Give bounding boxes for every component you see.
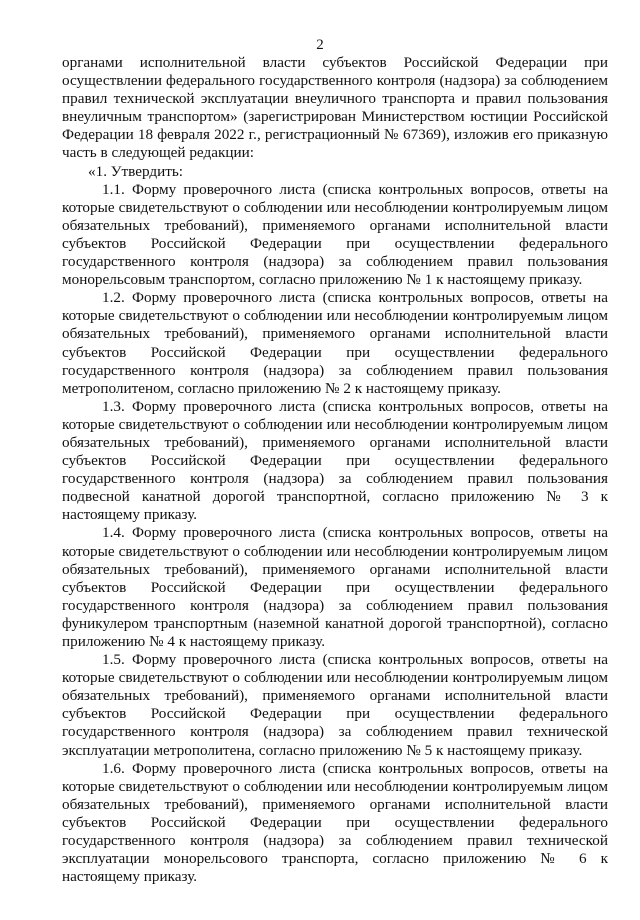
item-1-5: 1.5. Форму проверочного листа (списка контрольных вопросов, ответы на которые свидетельствуют о соблюдении или несоблюдении контролируемым лицом обязательных требований), применяемого органами исполнительной власти субъектов Российской Федерации при осуществлении федерального государственного контроля (надзора) за соблюдением правил технической эксплуатации метрополитена, согласно приложению № 5 к настоящему приказу. [62,651,608,759]
document-body [62,54,608,886]
page-number: 2 [316,37,324,53]
approve-line: «1. Утвердить: [88,162,184,180]
intro-paragraph: органами исполнительной власти субъектов Российской Федерации при осуществлении федерального государственного контроля (надзора) за соблюдением правил технической эксплуатации внеуличного транспорта и правил пользования внеуличным транспортом» (зарегистрирован Министерством юстиции Российской Федерации 18 февраля 2022 г., регистрационный № 67369), изложив его приказную часть в следующей редакции: [62,54,608,162]
item-1-3: 1.3. Форму проверочного листа (списка контрольных вопросов, ответы на которые свидетельствуют о соблюдении или несоблюдении контролируемым лицом обязательных требований), применяемого органами исполнительной власти субъектов Российской Федерации при осуществлении федерального государственного контроля (надзора) за соблюдением правил пользования подвесной канатной дорогой транспортной, согласно приложению № 3 к настоящему приказу. [62,397,608,524]
item-1-4: 1.4. Форму проверочного листа (списка контрольных вопросов, ответы на которые свидетельствуют о соблюдении или несоблюдении контролируемым лицом обязательных требований), применяемого органами исполнительной власти субъектов Российской Федерации при осуществлении федерального государственного контроля (надзора) за соблюдением правил пользования фуникулером транспортным (наземной канатной дорогой транспортной), согласно приложению № 4 к настоящему приказу. [62,524,608,650]
item-1-2: 1.2. Форму проверочного листа (списка контрольных вопросов, ответы на которые свидетельствуют о соблюдении или несоблюдении контролируемым лицом обязательных требований), применяемого органами исполнительной власти субъектов Российской Федерации при осуществлении федерального государственного контроля (надзора) за соблюдением правил пользования метрополитеном, согласно приложению № 2 к настоящему приказу. [62,289,608,397]
item-1-6: 1.6. Форму проверочного листа (списка контрольных вопросов, ответы на которые свидетельствуют о соблюдении или несоблюдении контролируемым лицом обязательных требований), применяемого органами исполнительной власти субъектов Российской Федерации при осуществлении федерального государственного контроля (надзора) за соблюдением правил технической эксплуатации монорельсового транспорта, согласно приложению № 6 к настоящему приказу. [62,759,608,886]
item-1-1: 1.1. Форму проверочного листа (списка контрольных вопросов, ответы на которые свидетельствуют о соблюдении или несоблюдении контролируемым лицом обязательных требований), применяемого органами исполнительной власти субъектов Российской Федерации при осуществлении федерального государственного контроля (надзора) за соблюдением правил пользования монорельсовым транспортом, согласно приложению № 1 к настоящему приказу. [62,180,608,289]
